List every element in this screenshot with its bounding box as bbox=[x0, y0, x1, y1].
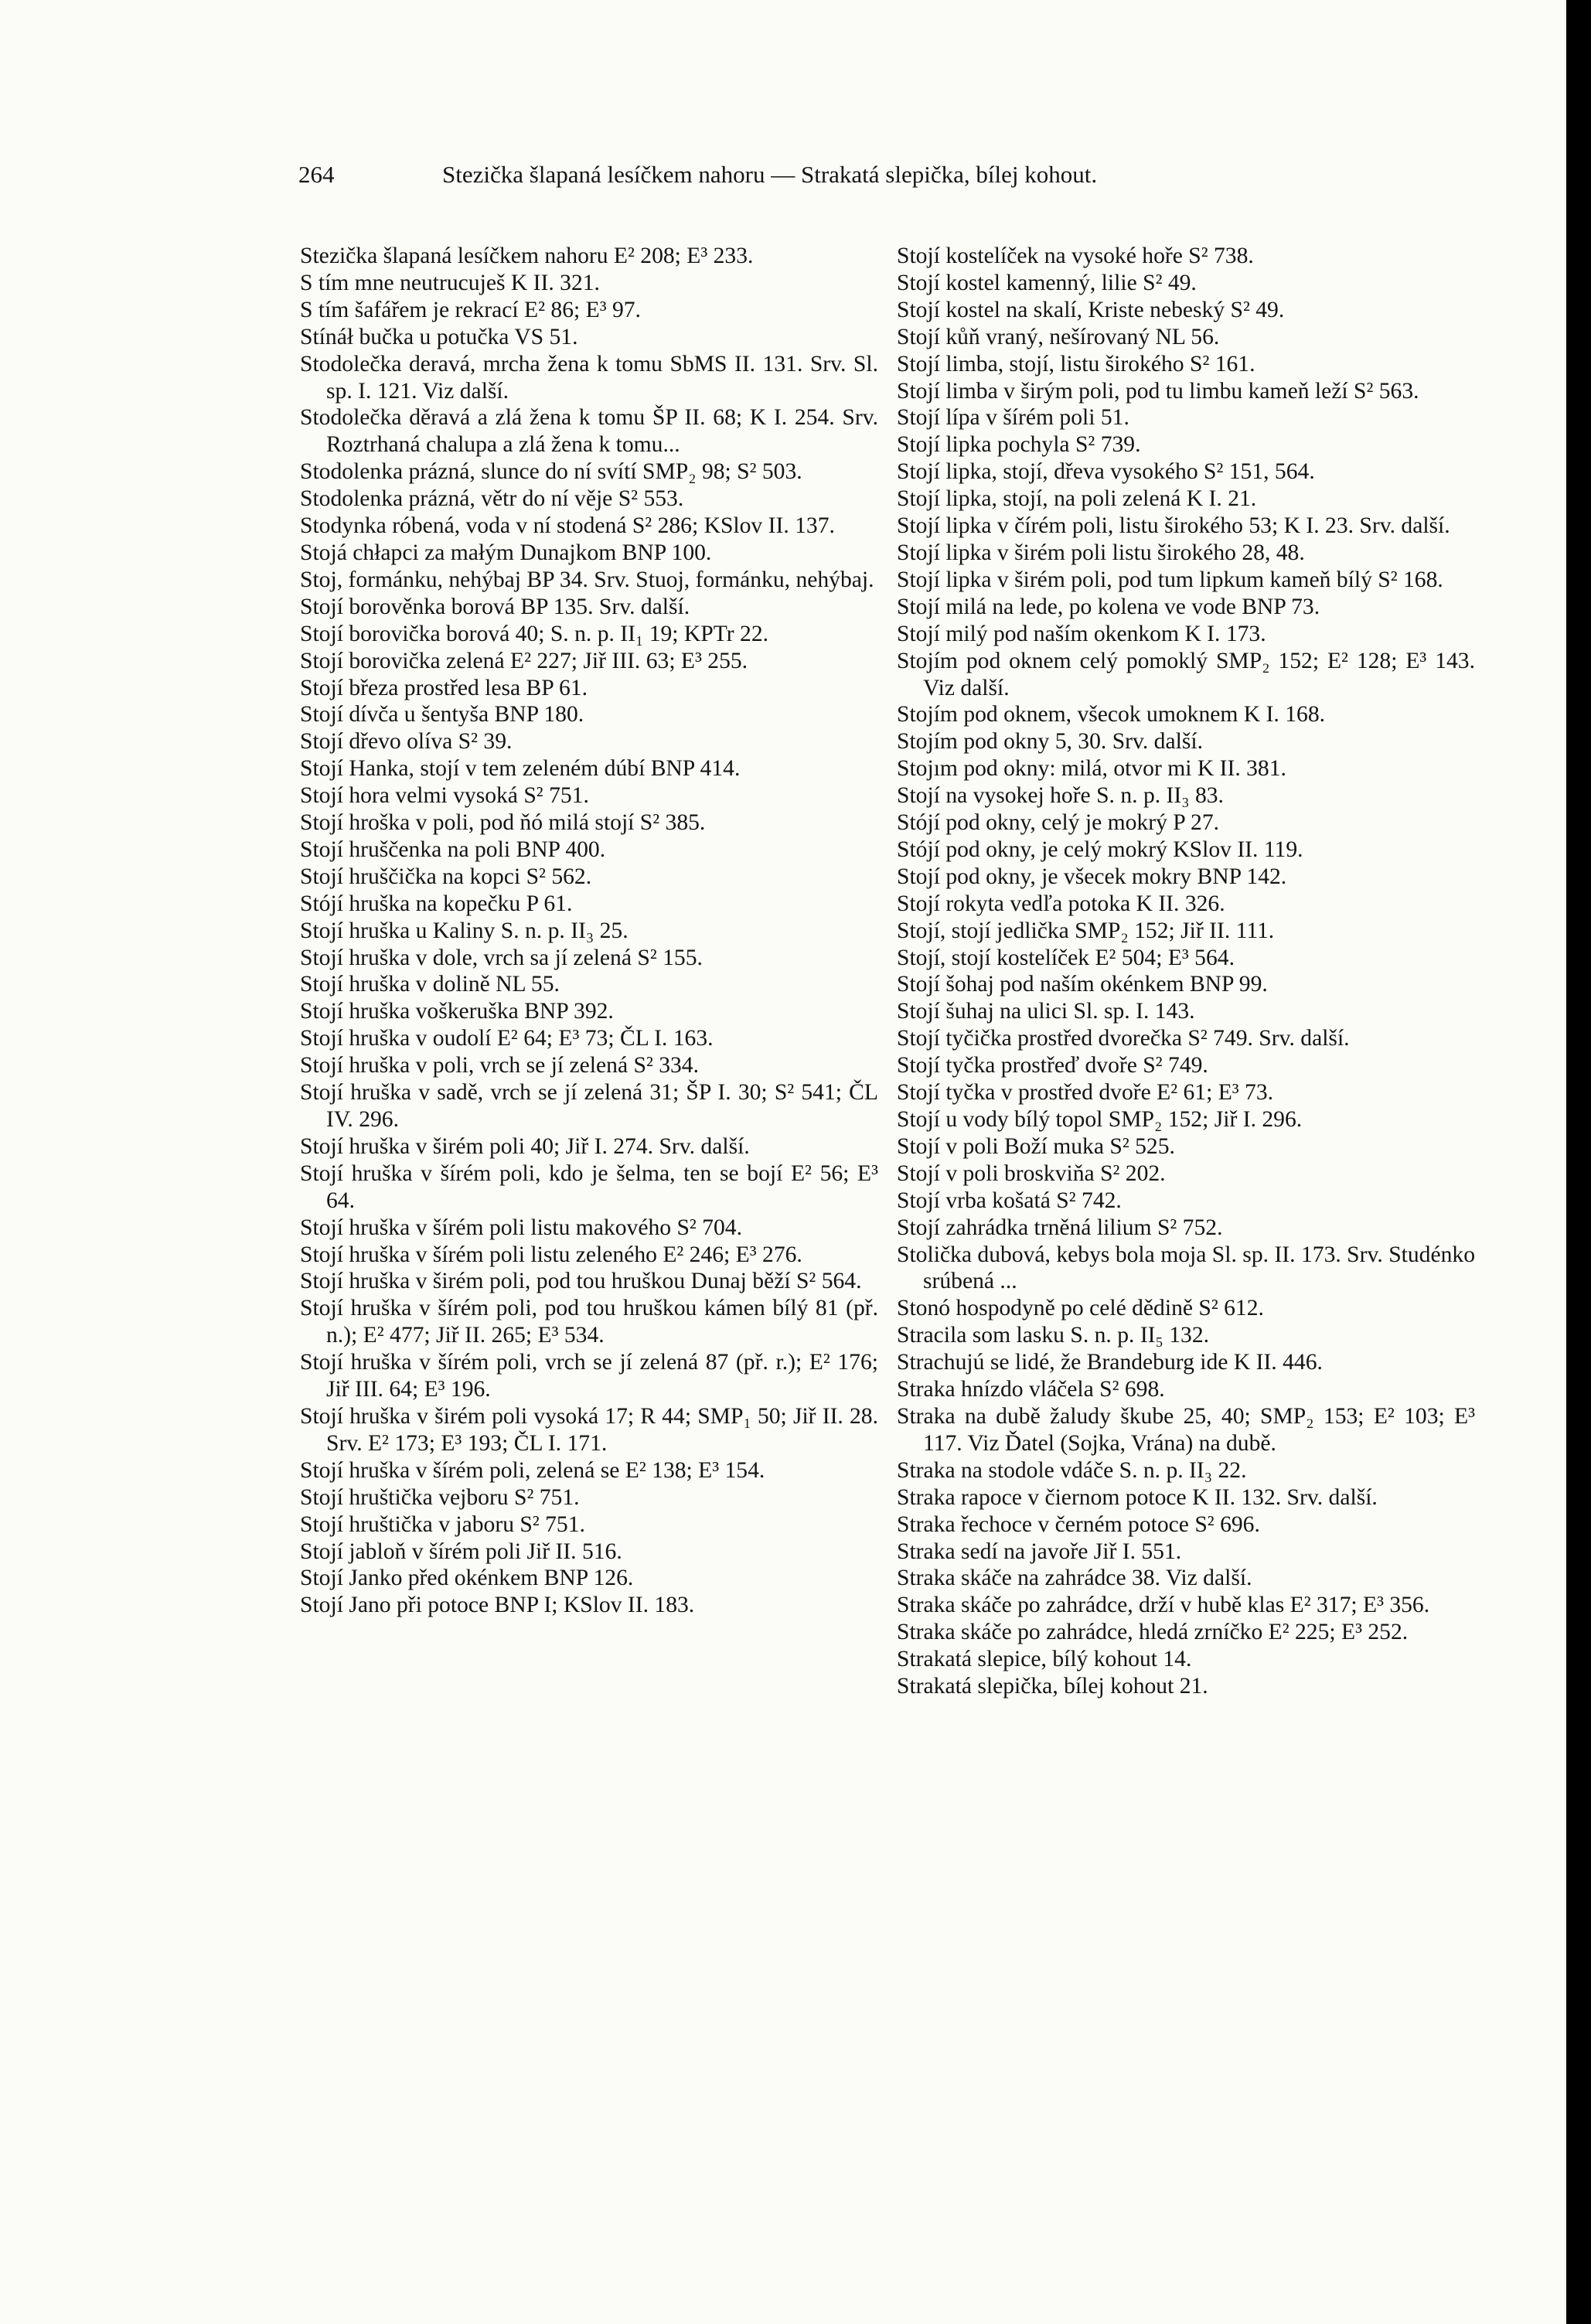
index-entry: Stojí hruštička vejboru S² 751. bbox=[300, 1484, 580, 1510]
index-entry: Stojí v poli Boží muka S² 525. bbox=[897, 1133, 1175, 1159]
index-entry: Stójí pod okny, celý je mokrý P 27. bbox=[897, 810, 1220, 836]
index-entry: Stojí vrba košatá S² 742. bbox=[897, 1188, 1122, 1213]
index-entry: Stojí hruška v dolině NL 55. bbox=[300, 972, 560, 997]
index-entry: Straka na dubě žaludy škube 25, 40; SMP₂ 153; E² 103; E³ 117. Viz Ďatel (Sojka, Vrána) na dubě. bbox=[897, 1403, 1475, 1456]
index-entry: Straka skáče na zahrádce 38. Viz další. bbox=[897, 1566, 1252, 1591]
index-entry: Stínáł bučka u potučka VS 51. bbox=[300, 324, 578, 349]
index-entry: Straka na stodole vdáče S. n. p. II₃ 22. bbox=[897, 1457, 1247, 1483]
index-entry: Stojí lipka, stojí, na poli zelená K I. 21. bbox=[897, 486, 1257, 512]
index-entry: Stojí, stojí kostelíček E² 504; E³ 564. bbox=[897, 945, 1235, 970]
index-entry: Stojí hruška v širém poli, pod tou hruškou Dunaj běží S² 564. bbox=[300, 1269, 862, 1294]
index-entry: Stojí v poli broskviňa S² 202. bbox=[897, 1160, 1166, 1186]
index-entry: Stojí lipka, stojí, dřeva vysokého S² 151, 564. bbox=[897, 459, 1315, 485]
index-entry: Stojí borovička borová 40; S. n. p. II₁ 19; KPTr 22. bbox=[300, 621, 769, 646]
index-entry: Stojí limba, stojí, listu širokého S² 161. bbox=[897, 351, 1255, 377]
index-entry: Stojí hruščenka na poli BNP 400. bbox=[300, 837, 606, 862]
index-entry: Straka skáče po zahrádce, hledá zrníčko E² 225; E³ 252. bbox=[897, 1620, 1409, 1645]
index-entry: Stojí šohaj pod naším okénkem BNP 99. bbox=[897, 972, 1268, 997]
index-entry: Stojí březa prostřed lesa BP 61. bbox=[300, 675, 588, 700]
index-entry: Stojí kostel na skalí, Kriste nebeský S² 49. bbox=[897, 297, 1285, 322]
left-column bbox=[300, 243, 878, 1619]
index-entry: Stojí Jano při potoce BNP I; KSlov II. 183. bbox=[300, 1593, 695, 1618]
index-entry: S tím mne neutrucuješ K II. 321. bbox=[300, 270, 600, 295]
index-entry: Stojí hruška v šírém poli, pod tou hruškou kámen bílý 81 (př. n.); E² 477; Jiř II. 265; E³ 534. bbox=[300, 1296, 878, 1348]
index-entry: Stojí lipka pochyla S² 739. bbox=[897, 432, 1141, 458]
index-entry: Stojí hruška v šírém poli listu makového S² 704. bbox=[300, 1215, 742, 1240]
index-entry: Strachujú se lidé, že Brandeburg ide K II. 446. bbox=[897, 1350, 1323, 1375]
running-title: Stezička šlapaná lesíčkem nahoru — Strakatá slepička, bílej kohout. bbox=[442, 161, 1098, 188]
index-entry: Stojí hruška v šírém poli, vrch se jí zelená 87 (př. r.); E² 176; Jiř III. 64; E³ 196. bbox=[300, 1350, 878, 1402]
index-entry: Stodolečka děravá a zlá žena k tomu ŠP II. 68; K I. 254. Srv. Roztrhaná chalupa a zlá žena k tomu... bbox=[300, 405, 878, 458]
index-entry: Stojí hruška v širém poli vysoká 17; R 44; SMP₁ 50; Jiř II. 28. Srv. E² 173; E³ 193; ČL I. 171. bbox=[300, 1403, 878, 1456]
index-entry: Stoj, formánku, nehýbaj BP 34. Srv. Stuoj, formánku, nehýbaj. bbox=[300, 567, 874, 592]
index-entry: Stonó hospodyně po celé dědině S² 612. bbox=[897, 1296, 1264, 1321]
index-entry: Straka rapoce v čiernom potoce K II. 132. Srv. další. bbox=[897, 1484, 1378, 1510]
index-entry: Stojí kostelíček na vysoké hoře S² 738. bbox=[897, 244, 1254, 268]
index-entry: Stojí lipka v širém poli, pod tum lipkum kameň bílý S² 168. bbox=[897, 567, 1443, 592]
index-entry: Stojí hruška u Kaliny S. n. p. II₃ 25. bbox=[300, 918, 629, 943]
index-entry: Stojí hruška v sadě, vrch se jí zelená 31; ŠP I. 30; S² 541; ČL IV. 296. bbox=[300, 1080, 878, 1132]
index-entry: Stojí hruška voškeruška BNP 392. bbox=[300, 999, 614, 1024]
index-entry: Straka skáče po zahrádce, drží v hubě klas E² 317; E³ 356. bbox=[897, 1593, 1430, 1618]
index-entry: Stodolenka prázná, větr do ní věje S² 553. bbox=[300, 486, 684, 512]
index-entry: Stojím pod okny 5, 30. Srv. další. bbox=[897, 729, 1203, 755]
index-entry: Stojí jabloň v šírém poli Jiř II. 516. bbox=[300, 1539, 622, 1564]
index-entry: Stojí limba v širým poli, pod tu limbu kameň leží S² 563. bbox=[897, 378, 1419, 404]
index-entry: Stojí borovička zelená E² 227; Jiř III. 63; E³ 255. bbox=[300, 648, 748, 673]
index-entry: Stojím pod oknem celý pomoklý SMP₂ 152; E² 128; E³ 143. Viz další. bbox=[897, 648, 1475, 700]
index-entry: Straka sedí na javoře Jiř I. 551. bbox=[897, 1539, 1182, 1564]
index-entry: Stojí tyčička prostřed dvorečka S² 749. Srv. další. bbox=[897, 1026, 1350, 1051]
index-entry: Stojí rokyta vedľa potoka K II. 326. bbox=[897, 891, 1225, 916]
index-entry: Stodynka róbená, voda v ní stodená S² 286; KSlov II. 137. bbox=[300, 513, 835, 539]
index-entry: Stojá chłapci za małým Dunajkom BNP 100. bbox=[300, 540, 712, 565]
index-entry: Stojí lipka v čírém poli, listu širokého 53; K I. 23. Srv. další. bbox=[897, 513, 1450, 539]
index-entry: Stojí dřevo olíva S² 39. bbox=[300, 729, 513, 755]
index-entry: Stracila som lasku S. n. p. II₅ 132. bbox=[897, 1323, 1210, 1348]
index-entry: Stojí hruštička v jaboru S² 751. bbox=[300, 1511, 585, 1537]
index-entry: Stojí tyčka prostřeď dvoře S² 749. bbox=[897, 1053, 1208, 1079]
index-entry: Stojí hruščička na kopci S² 562. bbox=[300, 864, 592, 889]
index-entry: Stojí dívča u šentyša BNP 180. bbox=[300, 702, 584, 728]
index-entry: Stojí hruška v šírém poli, zelená se E² 138; E³ 154. bbox=[300, 1457, 765, 1483]
index-entry: Stojí hruška v širém poli 40; Jiř I. 274. Srv. další. bbox=[300, 1133, 750, 1159]
index-entry: Stojí kůň vraný, nešírovaný NL 56. bbox=[897, 324, 1220, 349]
index-entry: Stojım pod okny: milá, otvor mi K II. 381. bbox=[897, 756, 1286, 782]
index-entry: Stojí, stojí jedlička SMP₂ 152; Jiř II. 111. bbox=[897, 918, 1275, 943]
index-entry: Stojí u vody bílý topol SMP₂ 152; Jiř I. 296. bbox=[897, 1107, 1303, 1132]
index-entry: Stojí na vysokej hoře S. n. p. II₃ 83. bbox=[897, 783, 1224, 809]
index-entry: Stojí hroška v poli, pod ňó milá stojí S² 385. bbox=[300, 810, 706, 836]
index-entry: Stojí pod okny, je všecek mokry BNP 142. bbox=[897, 864, 1287, 889]
page-header bbox=[298, 159, 1319, 190]
index-entry: Stojí lípa v šírém poli 51. bbox=[897, 405, 1129, 431]
index-entry: S tím šafářem je rekrací E² 86; E³ 97. bbox=[300, 297, 641, 322]
index-entry: Stojí Janko před okénkem BNP 126. bbox=[300, 1566, 634, 1591]
index-entry: Stojí Hanka, stojí v tem zeleném dúbí BNP 414. bbox=[300, 756, 741, 782]
index-entry: Stojím pod oknem, všecok umoknem K I. 168. bbox=[897, 702, 1326, 728]
index-entry: Strakatá slepička, bílej kohout 21. bbox=[897, 1674, 1208, 1699]
index-entry: Stodolenka prázná, slunce do ní svítí SMP₂ 98; S² 503. bbox=[300, 459, 802, 485]
index-entry: Stojí hruška v poli, vrch se jí zelená S² 334. bbox=[300, 1053, 699, 1079]
index-entry: Stojí kostel kamenný, lilie S² 49. bbox=[897, 270, 1197, 295]
index-entry: Strakatá slepice, bílý kohout 14. bbox=[897, 1647, 1192, 1672]
index-entry: Stojí hruška v oudolí E² 64; E³ 73; ČL I. 163. bbox=[300, 1026, 714, 1051]
index-entry: Stojí hruška v dole, vrch sa jí zelená S² 155. bbox=[300, 945, 703, 970]
index-entry: Stojí borověnka borová BP 135. Srv. další. bbox=[300, 594, 690, 619]
index-entry: Stójí hruška na kopečku P 61. bbox=[300, 891, 573, 916]
index-entry: Stezička šlapaná lesíčkem nahoru E² 208; E³ 233. bbox=[300, 244, 754, 268]
index-entry: Stojí lipka v širém poli listu širokého 28, 48. bbox=[897, 540, 1305, 565]
page-number: 264 bbox=[298, 161, 335, 188]
index-entry: Stojí tyčka v prostřed dvoře E² 61; E³ 73. bbox=[897, 1080, 1274, 1106]
index-entry: Stolička dubová, kebys bola moja Sl. sp. II. 173. Srv. Studénko srúbená ... bbox=[897, 1242, 1475, 1294]
index-entry: Stojí hruška v šírém poli listu zeleného E² 246; E³ 276. bbox=[300, 1242, 802, 1267]
index-entry: Stojí milá na lede, po kolena ve vode BNP 73. bbox=[897, 594, 1320, 619]
index-entry: Stojí hora velmi vysoká S² 751. bbox=[300, 783, 589, 809]
index-entry: Stójí pod okny, je celý mokrý KSlov II. 119. bbox=[897, 837, 1303, 862]
index-entry: Stojí hruška v šírém poli, kdo je šelma, ten se bojí E² 56; E³ 64. bbox=[300, 1160, 878, 1213]
index-entry: Straka hnízdo vláčela S² 698. bbox=[897, 1377, 1165, 1402]
index-entry: Stodolečka deravá, mrcha žena k tomu SbMS II. 131. Srv. Sl. sp. I. 121. Viz další. bbox=[300, 351, 878, 404]
index-entry: Stojí zahrádka trněná lilium S² 752. bbox=[897, 1215, 1223, 1240]
index-entry: Stojí milý pod naším okenkom K I. 173. bbox=[897, 621, 1266, 646]
index-entry: Stojí šuhaj na ulici Sl. sp. I. 143. bbox=[897, 999, 1195, 1024]
right-column bbox=[897, 243, 1475, 1700]
index-entry: Straka řechoce v černém potoce S² 696. bbox=[897, 1511, 1260, 1537]
